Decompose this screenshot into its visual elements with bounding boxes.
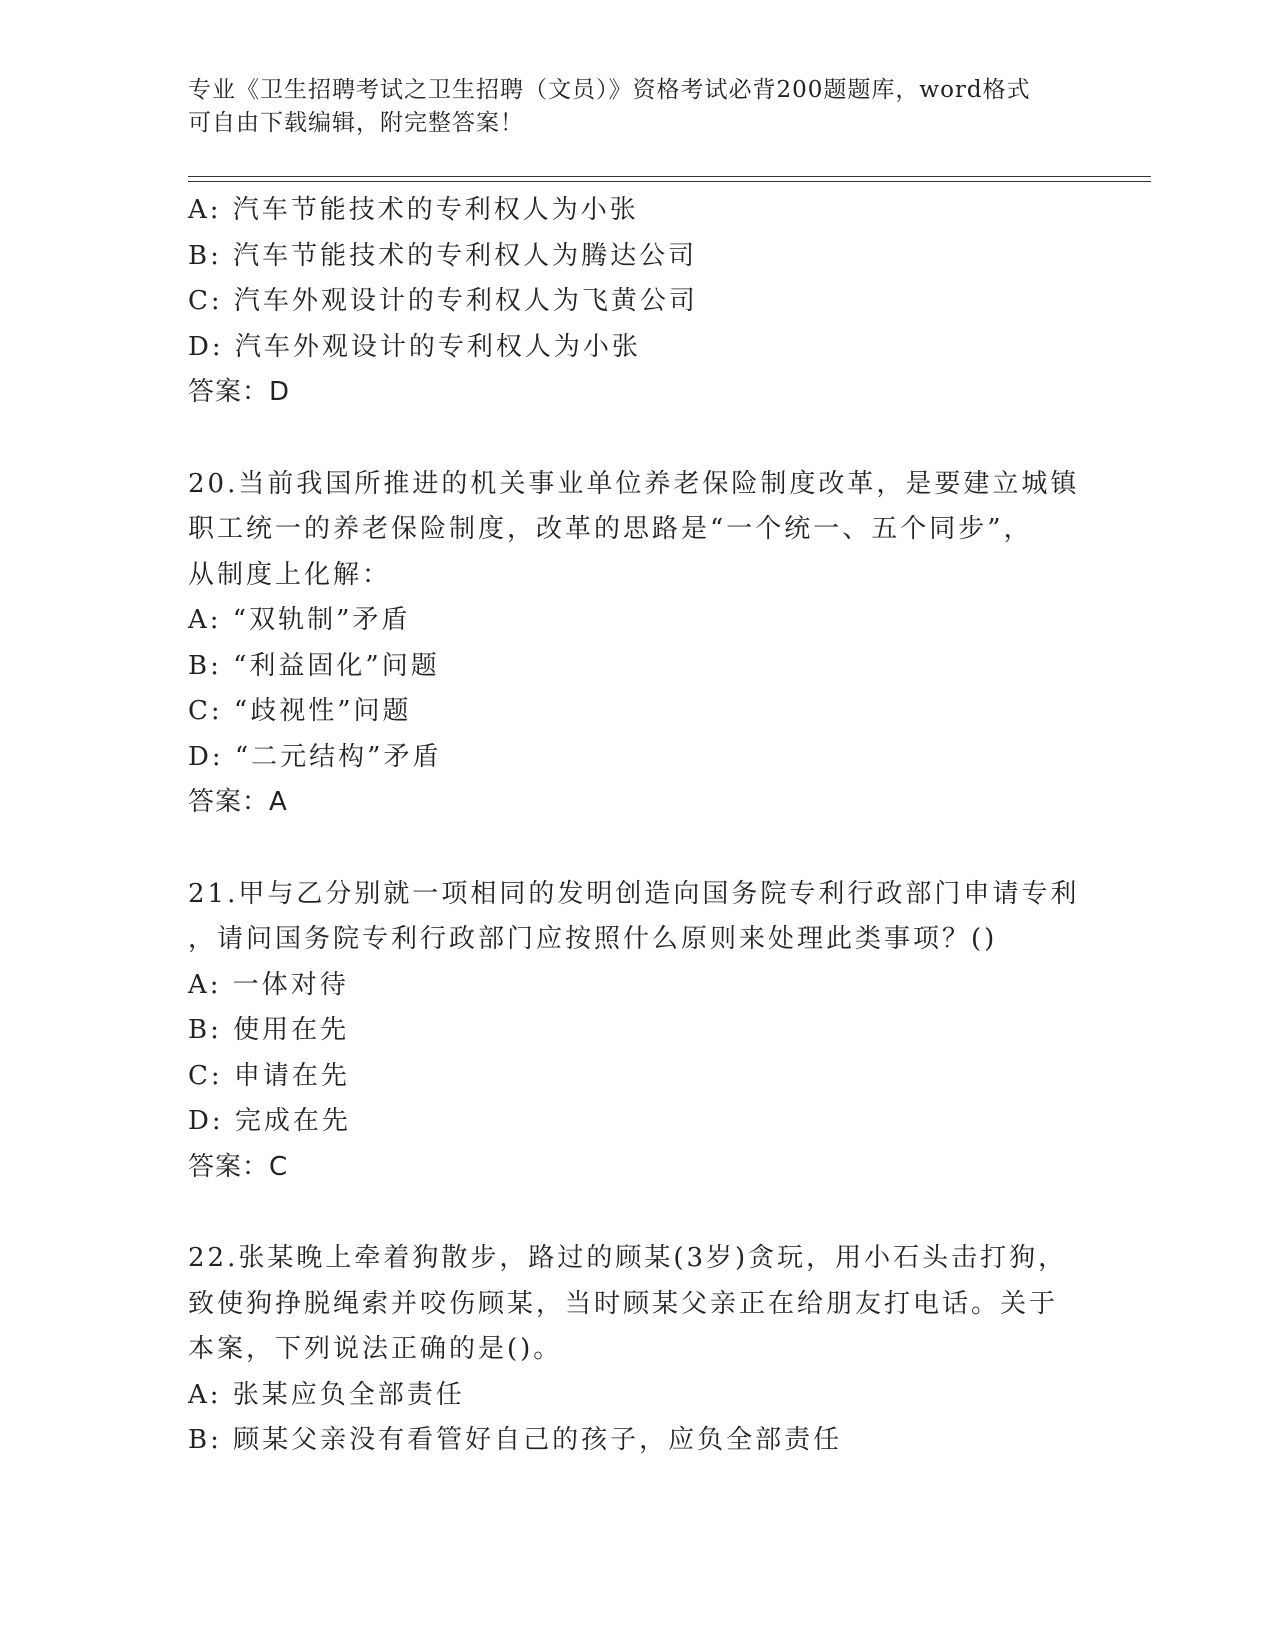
option-d: D: 完成在先: [188, 1106, 351, 1136]
question-spacer: [188, 826, 1088, 872]
question-stem-line: 22.张某晚上牵着狗散步，路过的顾某(3岁)贪玩，用小石头击打狗，: [188, 1243, 1068, 1273]
question-list: [188, 188, 1088, 1464]
option-a: A: “双轨制”矛盾: [188, 605, 411, 635]
option-a: A: 汽车节能技术的专利权人为小张: [188, 195, 639, 225]
option-d: D: “二元结构”矛盾: [188, 741, 442, 772]
header-divider-top: [188, 176, 1151, 177]
question-stem-line: ，请问国务院专利行政部门应按照什么原则来处理此类事项？(): [188, 924, 998, 954]
question-19: [188, 188, 1088, 416]
answer-line: 答案：D: [188, 377, 291, 407]
option-a: A: 张某应负全部责任: [188, 1379, 465, 1410]
header-title-line-2: 可自由下载编辑，附完整答案！: [188, 110, 524, 136]
question-spacer: [188, 416, 1088, 462]
question-stem-line: 本案，下列说法正确的是()。: [188, 1334, 563, 1364]
option-b: B: 汽车节能技术的专利权人为腾达公司: [188, 240, 698, 271]
header-title-line-1: 专业《卫生招聘考试之卫生招聘（文员）》资格考试必背200题题库，word格式: [188, 77, 1031, 103]
option-a: A: 一体对待: [188, 969, 349, 1000]
header-divider-bottom: [188, 181, 1151, 182]
option-b: B: 使用在先: [188, 1015, 350, 1045]
question-stem-line: 21.甲与乙分别就一项相同的发明创造向国务院专利行政部门申请专利: [188, 878, 1080, 909]
question-22: [188, 1236, 1088, 1464]
question-20: [188, 462, 1088, 826]
question-spacer: [188, 1190, 1088, 1236]
question-stem-line: 从制度上化解：: [188, 559, 392, 590]
option-c: C: 汽车外观设计的专利权人为飞黄公司: [188, 286, 698, 316]
document-header: [188, 74, 1088, 140]
answer-line: 答案：A: [188, 787, 288, 817]
option-b: B: 顾某父亲没有看管好自己的孩子，应负全部责任: [188, 1425, 843, 1455]
option-c: C: 申请在先: [188, 1060, 350, 1091]
option-c: C: “歧视性”问题: [188, 696, 412, 726]
question-stem-line: 20.当前我国所推进的机关事业单位养老保险制度改革，是要建立城镇: [188, 468, 1080, 499]
option-d: D: 汽车外观设计的专利权人为小张: [188, 331, 641, 362]
answer-line: 答案：C: [188, 1151, 289, 1182]
question-21: [188, 872, 1088, 1191]
option-b: B: “利益固化”问题: [188, 650, 440, 681]
question-stem-line: 职工统一的养老保险制度，改革的思路是“一个统一、五个同步”，: [188, 514, 1033, 544]
question-stem-line: 致使狗挣脱绳索并咬伤顾某，当时顾某父亲正在给朋友打电话。关于: [188, 1288, 1059, 1319]
